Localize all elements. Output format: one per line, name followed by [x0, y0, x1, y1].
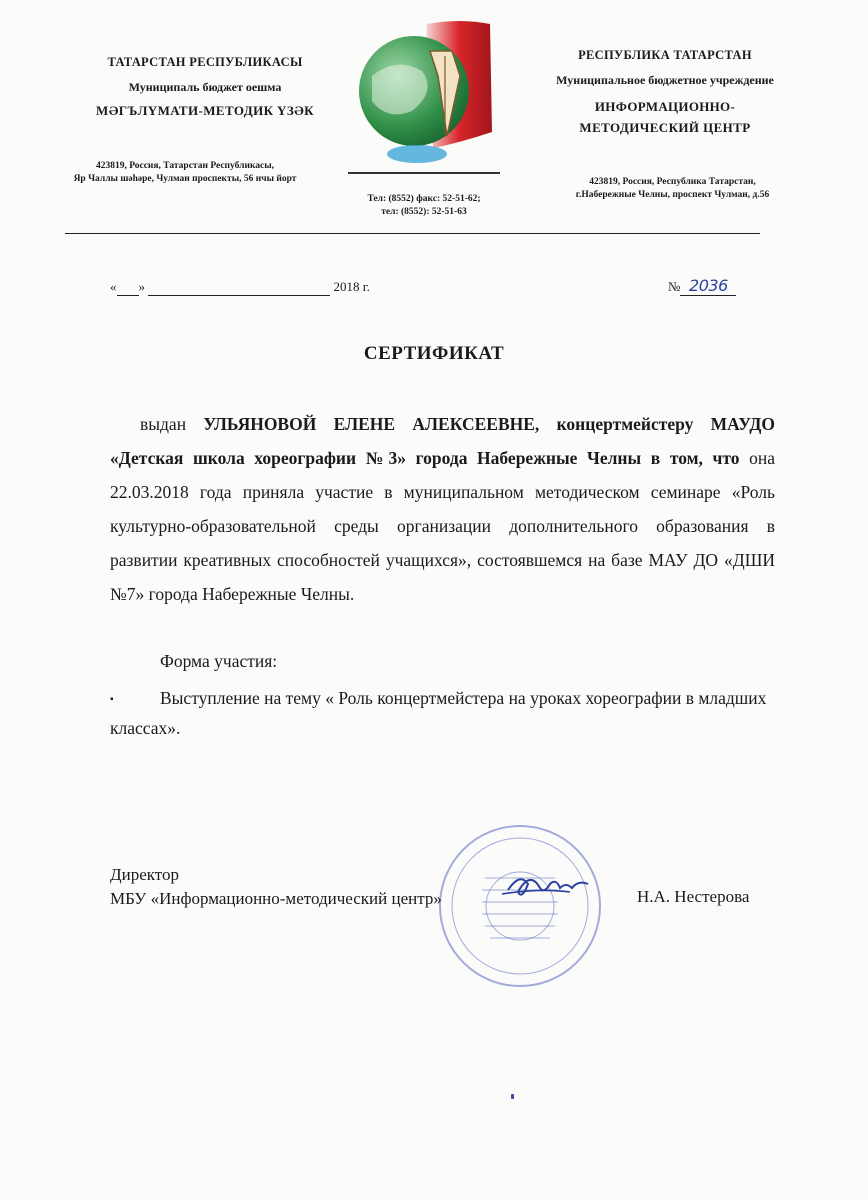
header-right-republic: РЕСПУБЛИКА ТАТАРСТАН [578, 48, 752, 62]
number-value: 2036 [680, 276, 736, 296]
header-left-republic: ТАТАРСТАН РЕСПУБЛИКАСЫ [107, 55, 303, 69]
header-divider [65, 233, 760, 234]
header-left-institution-type: Муниципаль бюджет оешма [128, 80, 282, 94]
header-contacts [350, 193, 498, 219]
ink-speck [511, 1094, 514, 1099]
director-signature-icon [500, 862, 595, 912]
header-right-address-line2: г.Набережные Челны, проспект Чулман, д.56 [575, 190, 770, 200]
header-left-address-line2: Яр Чаллы шәһәре, Чулман проспекты, 56 нчы йорт [73, 174, 297, 184]
date-close-quote: » [138, 279, 145, 294]
header-right-institution-type: Муниципальное бюджетное учреждение [556, 73, 774, 87]
header-left-institution-name: МӘГЪЛҮМАТИ-МЕТОДИК ҮЗӘК [96, 103, 314, 118]
date-open-quote: « [110, 279, 117, 294]
body-intro: выдан [140, 414, 204, 434]
header-left-address-line1: 423819, Россия, Татарстан Республикасы, [95, 161, 275, 171]
document-title: СЕРТИФИКАТ [363, 343, 505, 364]
header-right-address-line1: 423819, Россия, Республика Татарстан, [589, 177, 756, 187]
header-right-institution-name-2: МЕТОДИЧЕСКИЙ ЦЕНТР [579, 120, 751, 135]
director-organization: МБУ «Информационно-методический центр» [110, 889, 442, 908]
date-line [110, 279, 370, 296]
organization-logo-icon [342, 16, 502, 166]
header-left [40, 55, 370, 119]
month-blank [148, 279, 330, 296]
participation-item-text: Выступление на тему « Роль концертмейстера на уроках хореографии в младших классах». [110, 688, 767, 739]
day-blank [117, 279, 139, 296]
director-name: Н.А. Нестерова [637, 887, 750, 906]
signature-block [110, 863, 442, 911]
contacts-line1: Тел: (8552) факс: 52-51-62; [367, 194, 481, 204]
header-right-institution-name-1: ИНФОРМАЦИОННО- [594, 99, 736, 114]
document-number [668, 276, 736, 296]
body-recipient: УЛЬЯНОВОЙ ЕЛЕНЕ АЛЕКСЕЕВНЕ, концертмейстеру МАУДО «Детская школа хореографии №3» города Набережные Челны в том, что [110, 414, 775, 468]
number-label: № [668, 279, 681, 294]
header-right-address [555, 176, 790, 202]
certificate-body [110, 407, 775, 611]
body-details: она 22.03.2018 года приняла участие в муниципальном методическом семинаре «Роль культурно-образовательной среды организации дополнительного образования в развитии креативных способностей учащихся», состоявшемся на базе МАУ ДО «ДШИ №7» города Набережные Челны. [110, 448, 775, 604]
header-right [495, 48, 835, 136]
participation-label: Форма участия: [160, 651, 278, 671]
contacts-line2: тел: (8552): 52-51-63 [381, 207, 467, 217]
header-left-address [40, 160, 330, 186]
participation-item [110, 684, 775, 743]
director-position: Директор [110, 865, 179, 884]
square-bullet-icon: ▪ [110, 694, 114, 706]
logo-divider [348, 172, 500, 174]
date-year: 2018 г. [333, 279, 370, 294]
